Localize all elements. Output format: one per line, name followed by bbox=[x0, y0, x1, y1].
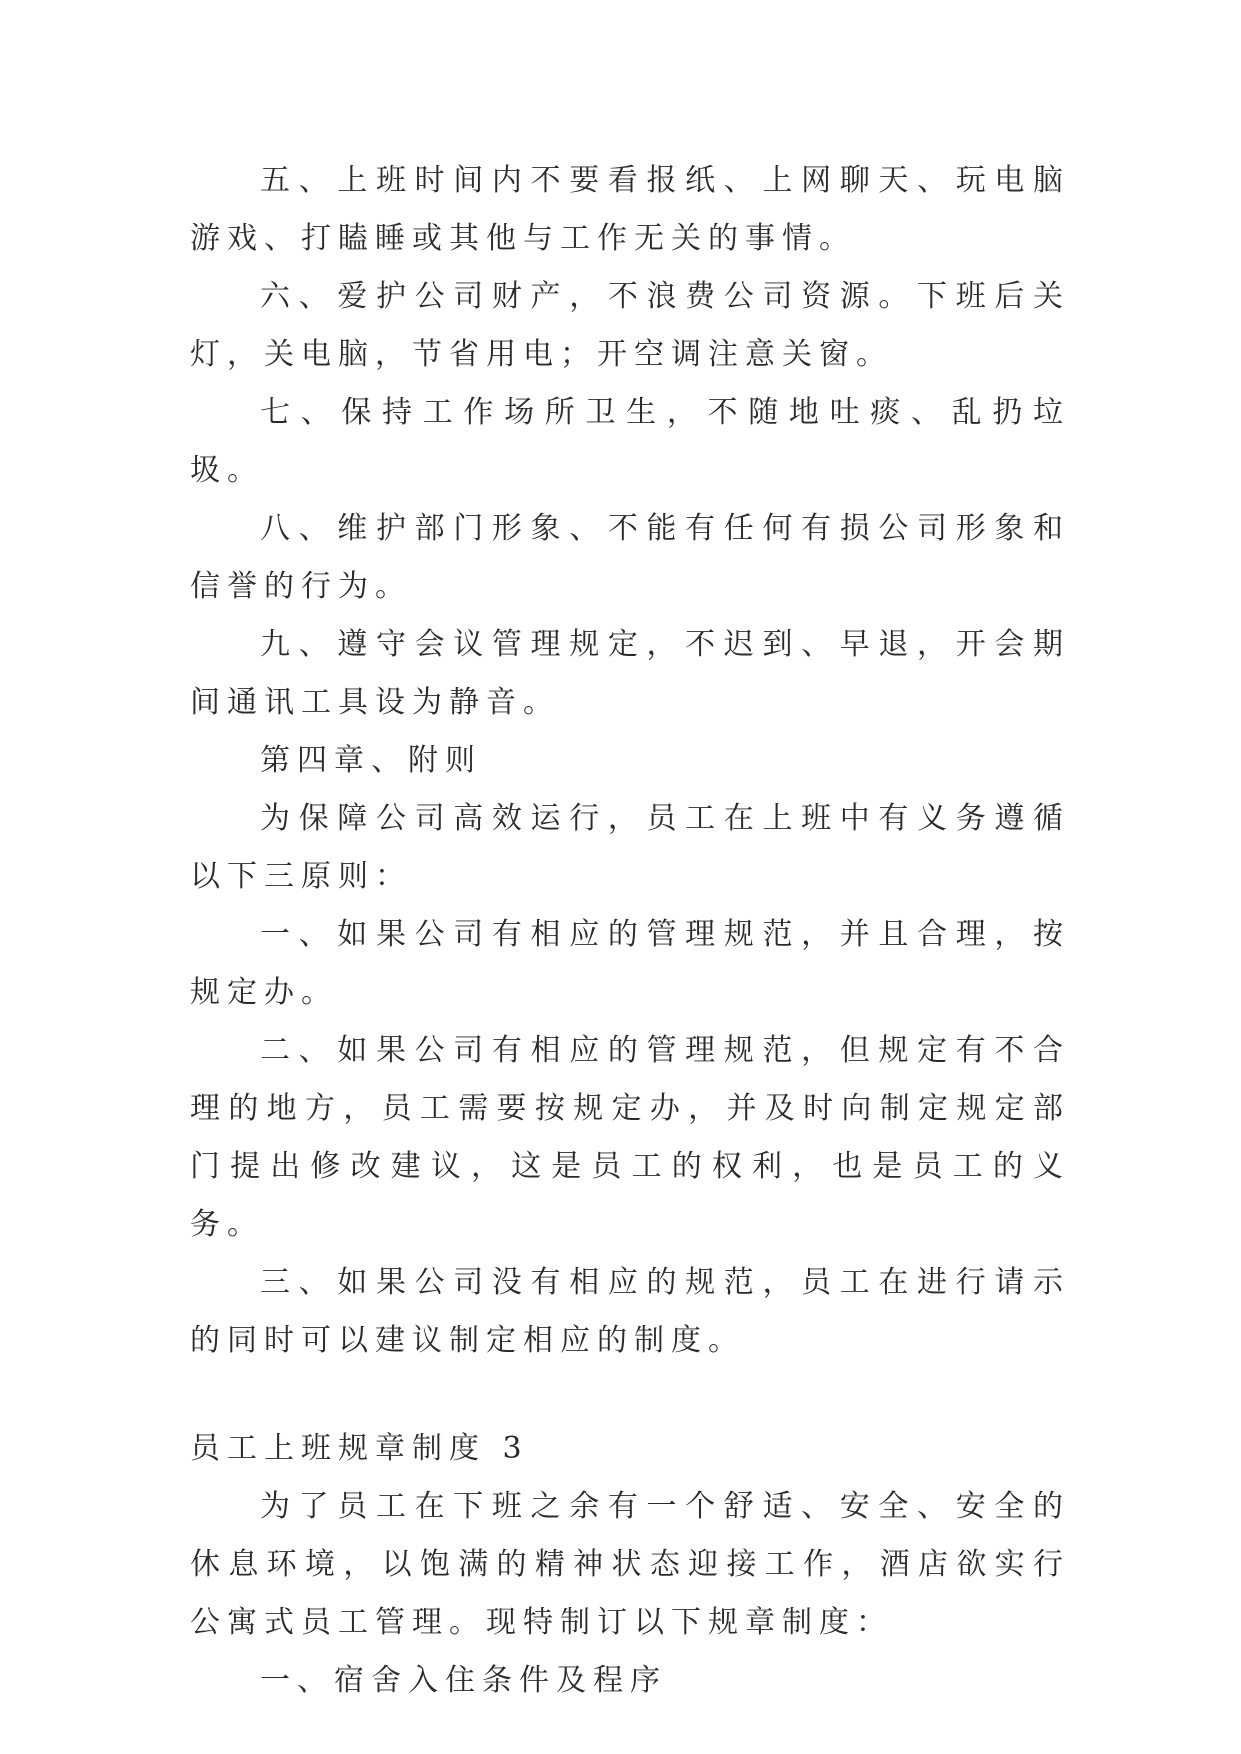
paragraph-dorm-item-1: 一、宿舍入住条件及程序 bbox=[260, 1663, 667, 1698]
document-body bbox=[190, 152, 1070, 1710]
paragraph-principles-intro: 为保障公司高效运行，员工在上班中有义务遵循以下三原则： bbox=[190, 801, 1070, 894]
paragraph-rule-7: 七、保持工作场所卫生，不随地吐痰、乱扔垃圾。 bbox=[190, 395, 1070, 488]
paragraph-rule-8: 八、维护部门形象、不能有任何有损公司形象和信誉的行为。 bbox=[190, 511, 1070, 604]
paragraph-principle-3: 三、如果公司没有相应的规范，员工在进行请示的同时可以建议制定相应的制度。 bbox=[190, 1265, 1070, 1358]
paragraph-principle-1: 一、如果公司有相应的管理规范，并且合理，按规定办。 bbox=[190, 917, 1070, 1010]
section-title: 员工上班规章制度 3 bbox=[190, 1431, 529, 1466]
chapter-heading: 第四章、附则 bbox=[260, 743, 482, 778]
paragraph-rule-9: 九、遵守会议管理规定，不迟到、早退，开会期间通讯工具设为静音。 bbox=[190, 627, 1070, 720]
paragraph-rule-6: 六、爱护公司财产，不浪费公司资源。下班后关灯，关电脑，节省用电；开空调注意关窗。 bbox=[190, 279, 1070, 372]
paragraph-principle-2: 二、如果公司有相应的管理规范，但规定有不合理的地方，员工需要按规定办，并及时向制定规定部门提出修改建议，这是员工的权利，也是员工的义务。 bbox=[190, 1033, 1070, 1242]
paragraph-dorm-intro: 为了员工在下班之余有一个舒适、安全、安全的休息环境，以饱满的精神状态迎接工作，酒店欲实行公寓式员工管理。现特制订以下规章制度： bbox=[190, 1489, 1070, 1640]
paragraph-rule-5: 五、上班时间内不要看报纸、上网聊天、玩电脑游戏、打瞌睡或其他与工作无关的事情。 bbox=[190, 163, 1070, 256]
